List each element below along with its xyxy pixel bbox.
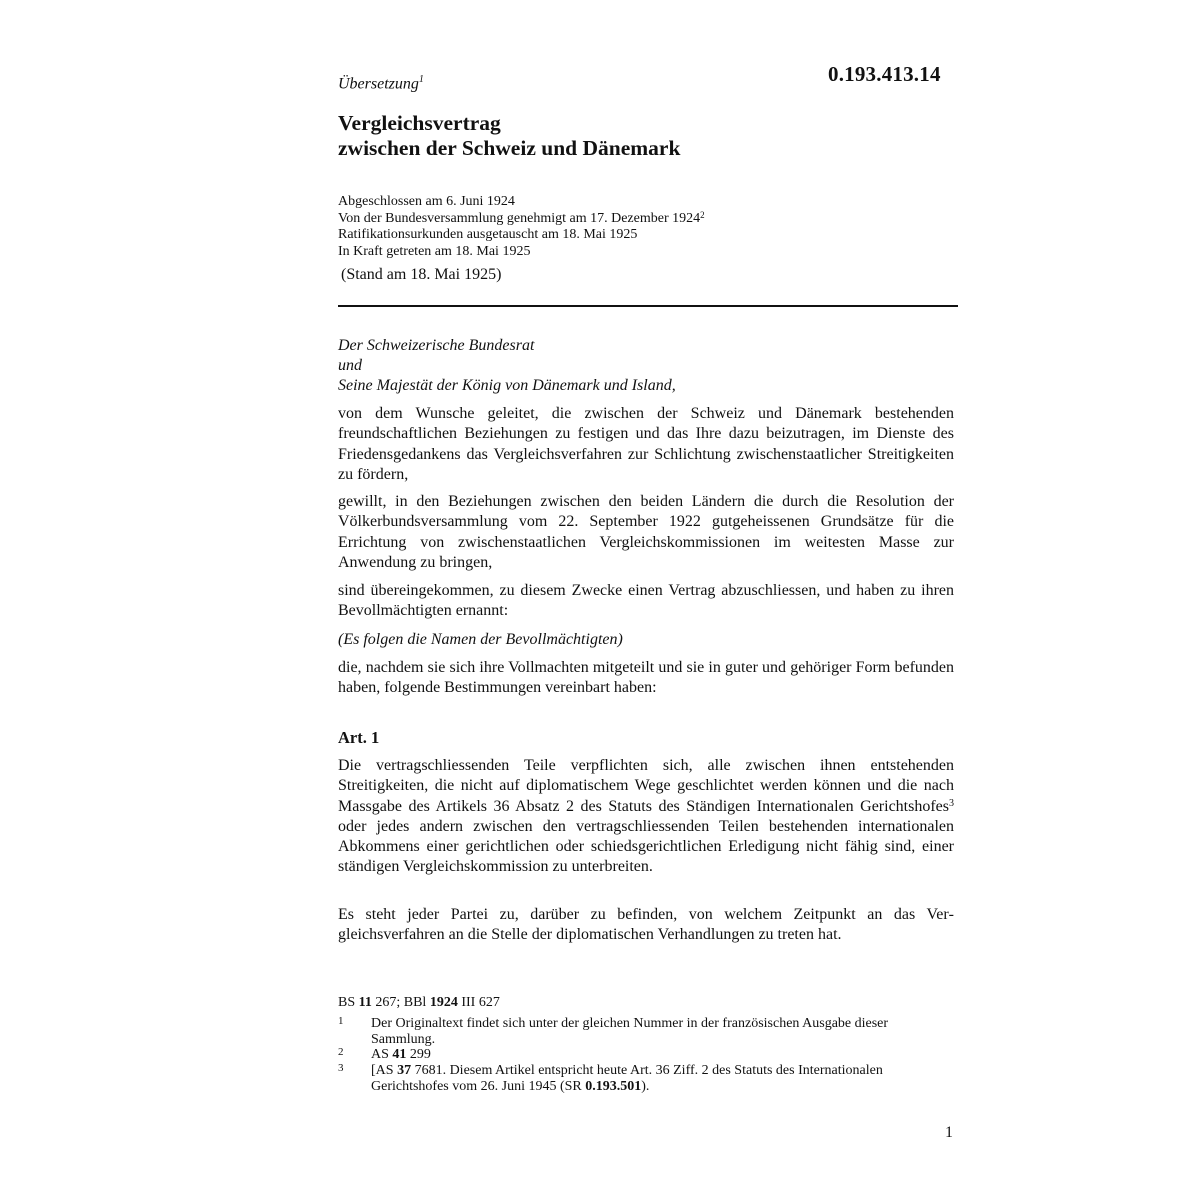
- preamble-paragraph-1: von dem Wunsche geleitet, die zwischen der Schweiz und Dänemark bestehenden freundschaftlichen Beziehungen zu festigen und das Ihre dazu beizutragen, im Dienste des Friedensgedankens das Vergleichsverfahren zur Schlichtung zwischenstaatlicher Streitigkeiten zu fördern,: [338, 405, 954, 483]
- preamble-paragraph-4: die, nachdem sie sich ihre Vollmachten mitgeteilt und sie in guter und gehöriger Form befunden haben, folgende Bestimmungen vereinbart haben:: [338, 659, 954, 697]
- approved-date: Von der Bundesversammlung genehmigt am 17. Dezember 1924$^2$: [338, 209, 705, 226]
- footnote-number-1: 1: [338, 1015, 344, 1027]
- preamble-party-1: Der Schweizerische Bundesrat: [338, 337, 535, 354]
- footnote-1: Der Originaltext findet sich unter der gleichen Nummer in der französischen Ausgabe dieser Sammlung.: [371, 1016, 889, 1047]
- horizontal-rule: [338, 305, 958, 307]
- footnote-2: AS 41 299: [371, 1047, 431, 1062]
- preamble-paragraph-3: sind übereingekommen, zu diesem Zwecke einen Vertrag abzuschliessen, und haben zu ihren Bevollmächtigten ernannt:: [338, 582, 954, 620]
- source-reference: BS 11 267; BBl 1924 III 627: [338, 995, 500, 1010]
- footnote-number-3: 3: [338, 1062, 344, 1074]
- preamble-party-2: Seine Majestät der König von Dänemark und Island,: [338, 377, 676, 394]
- title-line-1: Vergleichsvertrag: [338, 111, 501, 135]
- preamble-and: und: [338, 357, 362, 374]
- plenipotentiaries-note: (Es folgen die Namen der Bevollmächtigten): [338, 631, 623, 648]
- concluded-date: Abgeschlossen am 6. Juni 1924: [338, 194, 515, 209]
- in-force-date: In Kraft getreten am 18. Mai 1925: [338, 243, 531, 259]
- footnote-3: [AS 37 7681. Diesem Artikel entspricht heute Art. 36 Ziff. 2 des Statuts des Internationalen Gerichtshofes vom 26. Juni 1945 (SR 0.193.501).: [371, 1063, 883, 1094]
- page-number: 1: [945, 1124, 953, 1141]
- footnote-ref: 3: [949, 797, 954, 809]
- article-1-paragraph-2: Es steht jeder Partei zu, darüber zu befinden, von welchem Zeitpunkt an das Vergleichsverfahren an die Stelle der diplomatischen Verhandlungen zu treten hat.: [338, 906, 954, 944]
- status-date: (Stand am 18. Mai 1925): [341, 266, 502, 283]
- footnote-ref: 2: [700, 209, 705, 220]
- footnote-ref: 1: [418, 74, 424, 85]
- ratified-date: Ratifikationsurkunden ausgetauscht am 18. Mai 1925: [338, 227, 638, 242]
- document-title: [338, 111, 680, 161]
- sr-number: 0.193.413.14: [828, 62, 941, 86]
- article-1-heading: Art. 1: [338, 728, 380, 747]
- article-1-paragraph-1: Die vertragschliessenden Teile verpflichten sich, alle zwischen ihnen entstehenden Streitigkeiten, die nicht auf diplomatischem Wege geschlichtet werden können und die nach Massgabe des Artikels 36 Absatz 2 des Statuts des Ständigen Internationalen Gerichtshofes$^3$ oder jedes andern zwischen den vertragschliessenden Teilen bestehenden internationalen Abkommens einer gerichtlichen oder schiedsgerichtlichen Erledigung nicht fähig sind, einer ständigen Vergleichskommission zu unterbreiten.: [338, 757, 954, 876]
- footnote-number-2: 2: [338, 1046, 344, 1058]
- translation-label: Übersetzung$^1$: [338, 74, 424, 93]
- title-line-2: zwischen der Schweiz und Dänemark: [338, 136, 681, 160]
- preamble-paragraph-2: gewillt, in den Beziehungen zwischen den beiden Ländern die durch die Resolution der Völkerbundsversammlung vom 22. September 1922 gutgeheissenen Grundsätze für die Errichtung von zwischenstaatlichen Vergleichskommissionen im weitesten Masse zur Anwendung zu bringen,: [338, 493, 954, 571]
- treaty-metadata: [338, 194, 705, 260]
